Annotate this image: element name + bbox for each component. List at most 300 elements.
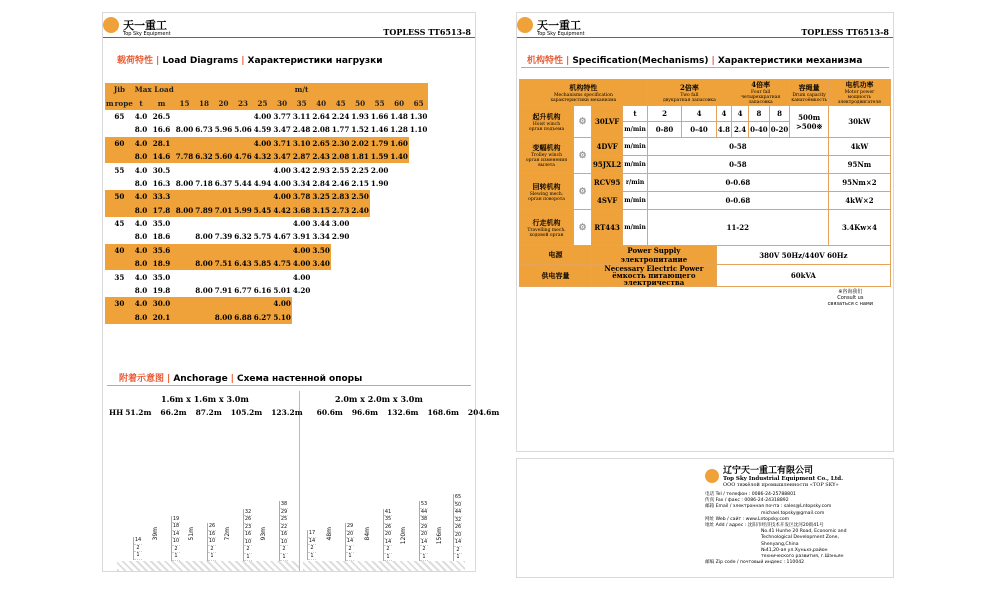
mast-section-number: 1 (454, 554, 462, 562)
brand-english: Top Sky Equipment (537, 31, 585, 37)
load-value: 2.40 (350, 204, 370, 217)
load-row (105, 123, 428, 136)
contact-line: 邮箱 Email / электронная почта : sales@Lntopsky.com (705, 504, 832, 510)
fall2-v: 0-40 (682, 122, 717, 138)
max-load-t: 4.0 (134, 244, 149, 257)
trolley-power-1: 4kW (828, 138, 890, 156)
mast-section-number: 16 (208, 530, 216, 537)
hook-height: 66.2m (160, 408, 187, 417)
load-value: 5.45 (253, 204, 273, 217)
electric-cn: 供电容量 (520, 265, 592, 287)
load-value (194, 297, 214, 310)
travel-speed: 11-22 (647, 210, 828, 246)
load-value (409, 284, 429, 297)
load-value: 7.18 (195, 178, 213, 188)
load-value (370, 217, 390, 230)
load-value (175, 230, 195, 243)
load-diagram-page (102, 12, 500, 572)
distance-header: 15 (175, 96, 195, 109)
jib-length (105, 204, 134, 217)
load-value (389, 297, 409, 310)
load-value: 4.00 (292, 244, 312, 257)
load-value (350, 230, 370, 243)
trolley-model-1: 4DVF (592, 138, 623, 156)
slew-icon: ⚙ (574, 174, 592, 210)
load-value (175, 311, 195, 324)
load-value: 8.00 (214, 311, 234, 324)
load-value: 7.39 (214, 232, 233, 242)
section-rule (107, 385, 471, 386)
mast-section-number: 35 (384, 516, 392, 523)
mast-section-number: 1 (208, 553, 216, 561)
anchorage-tower (437, 527, 446, 544)
max-load-m: 30.0 (148, 297, 174, 310)
load-value (214, 270, 234, 283)
jib-header: Jib (105, 83, 134, 96)
load-subheader-row (105, 96, 428, 109)
max-load-m: 35.6 (148, 244, 174, 257)
mast-section-number: 23 (244, 523, 252, 530)
mast-section-number: 26 (454, 524, 462, 531)
load-value (370, 230, 390, 243)
mast-section-number: 1 (384, 554, 392, 562)
load-value (331, 311, 351, 324)
load-value: 4.94 (253, 178, 272, 188)
load-value: 7.89 (194, 204, 214, 217)
hoist-label: 起升机构 Hoist winch орган подъема (520, 106, 574, 138)
contact-line: технического развития, г.Шэньян (761, 554, 844, 560)
contact-line: 邮编 Zip code / почтовый индекс : 110042 (705, 560, 805, 566)
logo-icon (103, 17, 119, 33)
maxload-header: Max Load (134, 83, 175, 96)
power-header: 电机功率 Motor power мощность электродвигателя (828, 80, 890, 106)
anchorage-title-ru: Схема настенной опоры (236, 374, 363, 384)
mast-section-number: 17 (308, 530, 316, 537)
max-load-t: 4.0 (134, 165, 148, 175)
load-value (370, 204, 390, 217)
load-value: 6.16 (253, 286, 272, 296)
load-value: 4.20 (292, 286, 311, 296)
load-value (175, 244, 195, 257)
mast-type-a: 1.6m x 1.6m x 3.0m (161, 394, 249, 404)
brand-english: Top Sky Equipment (123, 31, 171, 37)
load-value (214, 217, 234, 230)
load-value (253, 163, 273, 176)
load-value (389, 217, 409, 230)
brand-name: 天一重工 (537, 19, 581, 32)
hook-height: 60.6m (316, 408, 343, 417)
max-load-t: 8.0 (134, 257, 149, 270)
trolley-label: 变幅机构 Trolley winch орган изменения вылета (520, 138, 574, 174)
trolley-power-2: 95Nm (828, 156, 890, 174)
jib-length: 30 (105, 297, 134, 310)
fall2-v: 0-80 (647, 122, 681, 138)
load-value: 1.52 (351, 125, 369, 135)
load-value: 5.06 (234, 125, 252, 135)
load-value: 1.90 (370, 178, 389, 188)
load-value (350, 270, 370, 283)
load-value (389, 284, 409, 297)
anchorage-tower (401, 527, 410, 544)
load-value (214, 297, 234, 310)
load-value (409, 217, 429, 230)
load-row (105, 204, 428, 217)
load-row (105, 163, 428, 176)
load-value (175, 163, 195, 176)
load-value: 3.44 (312, 219, 330, 229)
load-value: 3.15 (311, 204, 331, 217)
load-value (389, 204, 409, 217)
load-value: 2.55 (331, 165, 350, 175)
load-value (194, 217, 214, 230)
anchorage-section-title: 附着示意图 | Anchorage | Схема настенной опоры (119, 374, 363, 384)
hook-height: 132.6m (387, 408, 419, 417)
load-value: 4.00 (272, 190, 292, 203)
load-value (175, 297, 195, 310)
hoist-power: 30kW (828, 106, 890, 138)
fall4-t: 4 (731, 106, 748, 122)
mast-section-number: 38 (280, 501, 288, 508)
contact-line: michael.topsky@gmail.com (761, 510, 825, 516)
note-en: Consult us (837, 295, 864, 301)
slew-model-1: RCV95 (592, 174, 623, 192)
load-value: 8.00 (175, 204, 195, 217)
trolley-model-2: 95JXL2 (592, 156, 623, 174)
trolley-unit-2: m/min (623, 156, 648, 174)
slew-speed-2: 0-0.68 (647, 192, 828, 210)
mast-section-number: 14 (172, 530, 180, 537)
load-value: 1.81 (350, 150, 370, 163)
load-value (350, 244, 370, 257)
tower-height: 156m (436, 527, 443, 545)
load-value: 2.24 (331, 111, 350, 121)
load-value (175, 257, 195, 270)
load-value: 1.28 (390, 125, 408, 135)
anchorage-tower (207, 523, 216, 561)
mast-section-number: 2 (454, 547, 462, 555)
load-value: 6.32 (234, 232, 252, 242)
load-table (105, 83, 428, 324)
distance-header: 50 (350, 96, 370, 109)
load-value: 1.46 (370, 125, 389, 135)
load-value: 5.01 (273, 286, 291, 296)
height-row (109, 408, 499, 417)
load-value (409, 137, 429, 150)
mech-header-row (520, 80, 891, 106)
heights-a (125, 408, 302, 417)
load-value: 5.44 (234, 178, 252, 188)
mast-section-number: 2 (244, 546, 252, 554)
load-row (105, 297, 428, 310)
mast-section-number: 53 (420, 501, 428, 508)
jib-length: 35 (114, 272, 125, 282)
fall2-header: 2倍率 Two fall двукратная запасовка (647, 80, 731, 106)
header-rule (103, 37, 475, 38)
power-supply-cn: 电源 (520, 246, 592, 265)
load-value: 7.51 (214, 257, 234, 270)
max-load-t: 4.0 (134, 219, 148, 229)
load-value: 1.79 (370, 137, 390, 150)
load-value (175, 190, 195, 203)
load-value (389, 244, 409, 257)
mast-section-number: 2 (308, 545, 316, 553)
t-header: t (134, 96, 149, 109)
load-value (311, 270, 331, 283)
load-value (370, 270, 390, 283)
anchorage-tower (345, 523, 354, 561)
power-supply-value: 380V 50Hz/440V 60Hz (716, 246, 890, 265)
load-value (272, 270, 292, 283)
mast-section-number: 41 (384, 508, 392, 515)
load-value: 5.96 (214, 125, 233, 135)
slew-speed-1: 0-0.68 (647, 174, 828, 192)
load-value (253, 244, 273, 257)
fall2-v: 4.8 (716, 122, 731, 138)
load-value: 4.76 (233, 150, 253, 163)
load-value: 3.91 (292, 232, 311, 242)
distance-header: 20 (214, 96, 234, 109)
max-load-t: 4.0 (134, 190, 149, 203)
load-value (272, 217, 292, 230)
company-en: Top Sky Industrial Equipment Co., Ltd. (723, 476, 843, 482)
load-value (194, 190, 214, 203)
load-value (194, 163, 214, 176)
load-value (331, 284, 351, 297)
section-rule (521, 67, 889, 68)
load-value (409, 190, 429, 203)
mast-section-number: 50 (454, 501, 462, 508)
load-value: 3.34 (292, 178, 311, 188)
travel-unit: m/min (623, 210, 648, 246)
load-row (105, 150, 428, 163)
fall4-v: 0-40 (749, 122, 770, 138)
contact-line: Technological Development Zone, (761, 535, 839, 541)
load-value: 4.00 (292, 272, 311, 282)
load-row (105, 284, 428, 297)
load-value: 2.83 (331, 190, 351, 203)
max-load-m: 14.6 (148, 150, 174, 163)
max-load-m: 35.0 (152, 219, 171, 229)
mechanism-page (516, 12, 894, 452)
load-value: 8.00 (175, 178, 194, 188)
contact-line: 电话 Tel / телефон : 0086-24-25788801 (705, 492, 796, 497)
jib-length (105, 311, 134, 324)
load-value (331, 244, 351, 257)
section-title-ru: Характеристики нагрузки (247, 56, 383, 66)
slew-unit-1: r/min (623, 174, 648, 192)
travel-model: RT443 (592, 210, 623, 246)
load-value: 3.68 (292, 204, 312, 217)
distance-header: 30 (272, 96, 292, 109)
mast-section-number: 14 (308, 537, 316, 544)
load-value (175, 270, 195, 283)
anchorage-tower (133, 537, 142, 560)
load-section-title: 载荷特性 | Load Diagrams | Характеристики нагрузки (117, 56, 383, 66)
trolley-row-1 (520, 138, 891, 156)
brand-logo (103, 17, 171, 37)
model-name: TOPLESS TT6513-8 (801, 27, 889, 37)
slew-unit-2: m/min (623, 192, 648, 210)
fall2-t: 2 (647, 106, 681, 122)
load-value: 4.32 (253, 150, 273, 163)
hook-height: 204.6m (467, 408, 500, 417)
jib-length: 55 (114, 165, 125, 175)
fall2-t: 4 (682, 106, 717, 122)
load-value: 1.93 (351, 111, 369, 121)
load-value: 1.59 (370, 150, 390, 163)
load-value: 2.02 (350, 137, 370, 150)
load-value: 2.30 (331, 137, 351, 150)
mast-section-number: 29 (280, 508, 288, 515)
hoist-t-unit: t (623, 106, 648, 122)
distance-header: 23 (233, 96, 253, 109)
anchorage-tower (307, 530, 316, 560)
load-value (233, 217, 253, 230)
mast-section-number: 10 (172, 538, 180, 545)
load-value: 8.00 (175, 125, 194, 135)
load-value (389, 230, 409, 243)
jib-length (105, 123, 134, 136)
logo-icon (705, 469, 719, 483)
load-value (389, 270, 409, 283)
load-value: 6.73 (195, 125, 213, 135)
load-value (292, 311, 312, 324)
mast-section-number: 29 (420, 523, 428, 530)
jib-length (105, 230, 134, 243)
load-value: 3.25 (311, 190, 331, 203)
load-value (175, 137, 195, 150)
load-value: 2.48 (292, 125, 311, 135)
load-value (389, 177, 409, 190)
footer-logo (705, 463, 843, 488)
mech-title-cn: 机构特性 (527, 56, 564, 66)
load-value: 6.43 (233, 257, 253, 270)
anchorage-tower (243, 509, 252, 562)
load-value (253, 217, 273, 230)
power-supply-label: Power Supply электропитание (592, 246, 717, 265)
jib-length: 60 (105, 137, 134, 150)
mech-section-title: 机构特性 | Specification(Mechanisms) | Характеристики механизма (527, 56, 863, 66)
anchorage-title-cn: 附着示意图 (119, 374, 165, 384)
electric-value: 60kVA (716, 265, 890, 287)
hook-height: 87.2m (195, 408, 222, 417)
mast-section-number: 26 (208, 523, 216, 529)
load-value: 4.75 (272, 257, 292, 270)
load-value (409, 244, 429, 257)
contact-line: Shenyang,China (761, 541, 799, 547)
load-row (105, 230, 428, 243)
mast-section-number: 20 (384, 531, 392, 538)
tower-height: 120m (400, 527, 407, 545)
load-value (389, 163, 409, 176)
contact-line: 网址 Web / сайт : www.Lntopsky.com (705, 516, 790, 522)
jib-length (105, 284, 134, 297)
load-value (389, 257, 409, 270)
load-row (105, 257, 428, 270)
load-value (233, 110, 253, 123)
load-value (409, 163, 429, 176)
load-value (370, 190, 390, 203)
load-value: 6.77 (234, 286, 252, 296)
load-value: 2.84 (312, 178, 330, 188)
load-value: 6.88 (233, 311, 253, 324)
consult-note (828, 289, 873, 307)
mast-section-number: 20 (454, 531, 462, 538)
anchorage-tower (153, 527, 162, 540)
mast-section-number: 10 (244, 538, 252, 545)
load-value: 1.30 (409, 111, 428, 121)
load-row (105, 177, 428, 190)
load-value: 2.73 (331, 204, 351, 217)
load-value: 2.65 (311, 137, 331, 150)
load-value: 4.67 (273, 232, 291, 242)
contact-lines (705, 492, 885, 566)
max-load-m: 16.6 (152, 125, 171, 135)
mast-section-number: 32 (244, 508, 252, 515)
load-value (214, 163, 234, 176)
mast-section-number: 1 (280, 554, 288, 562)
load-value (214, 190, 234, 203)
trolley-speed-2: 0-58 (647, 156, 828, 174)
load-value: 3.50 (311, 244, 331, 257)
load-value (409, 204, 429, 217)
mt-header: m/t (175, 83, 429, 96)
slew-model-2: 4SVF (592, 192, 623, 210)
load-value (409, 177, 429, 190)
load-value (253, 297, 273, 310)
hook-height: 96.6m (351, 408, 379, 417)
max-load-t: 4.0 (134, 137, 149, 150)
max-load-t: 8.0 (134, 178, 148, 188)
load-value: 7.78 (175, 150, 195, 163)
load-value (253, 270, 273, 283)
mast-section-number: 22 (280, 523, 288, 530)
distance-header: 18 (194, 96, 214, 109)
distance-header: 65 (409, 96, 429, 109)
load-value: 5.10 (272, 311, 292, 324)
load-value: 3.42 (292, 165, 311, 175)
mast-section-number: 2 (134, 545, 142, 553)
mast-section-number: 1 (244, 554, 252, 562)
load-value: 8.00 (195, 286, 213, 296)
load-value (194, 110, 214, 123)
load-value (214, 137, 234, 150)
load-value (194, 311, 214, 324)
mast-section-number: 10 (280, 538, 288, 545)
company-cn: 辽宁天一重工有限公司 (723, 466, 814, 476)
load-value (233, 190, 253, 203)
model-name: TOPLESS TT6513-8 (383, 27, 471, 37)
load-value (175, 217, 195, 230)
mast-divider (299, 391, 300, 571)
mast-section-number: 1 (308, 553, 316, 561)
mast-section-number: 44 (454, 509, 462, 516)
mast-section-number: 18 (172, 523, 180, 530)
mast-section-number: 38 (420, 516, 428, 523)
slew-label: 回转机构 Slewing mech. орган поворота (520, 174, 574, 210)
load-value: 3.78 (292, 190, 312, 203)
hoist-icon: ⚙ (574, 106, 592, 138)
load-row (105, 190, 428, 203)
load-value: 3.11 (292, 111, 311, 121)
mast-section-number: 1 (172, 553, 180, 561)
travel-row (520, 210, 891, 246)
ground-a (117, 561, 299, 571)
load-value (409, 150, 429, 163)
load-value (292, 297, 312, 310)
jib-length: 50 (105, 190, 134, 203)
load-value (409, 311, 429, 324)
